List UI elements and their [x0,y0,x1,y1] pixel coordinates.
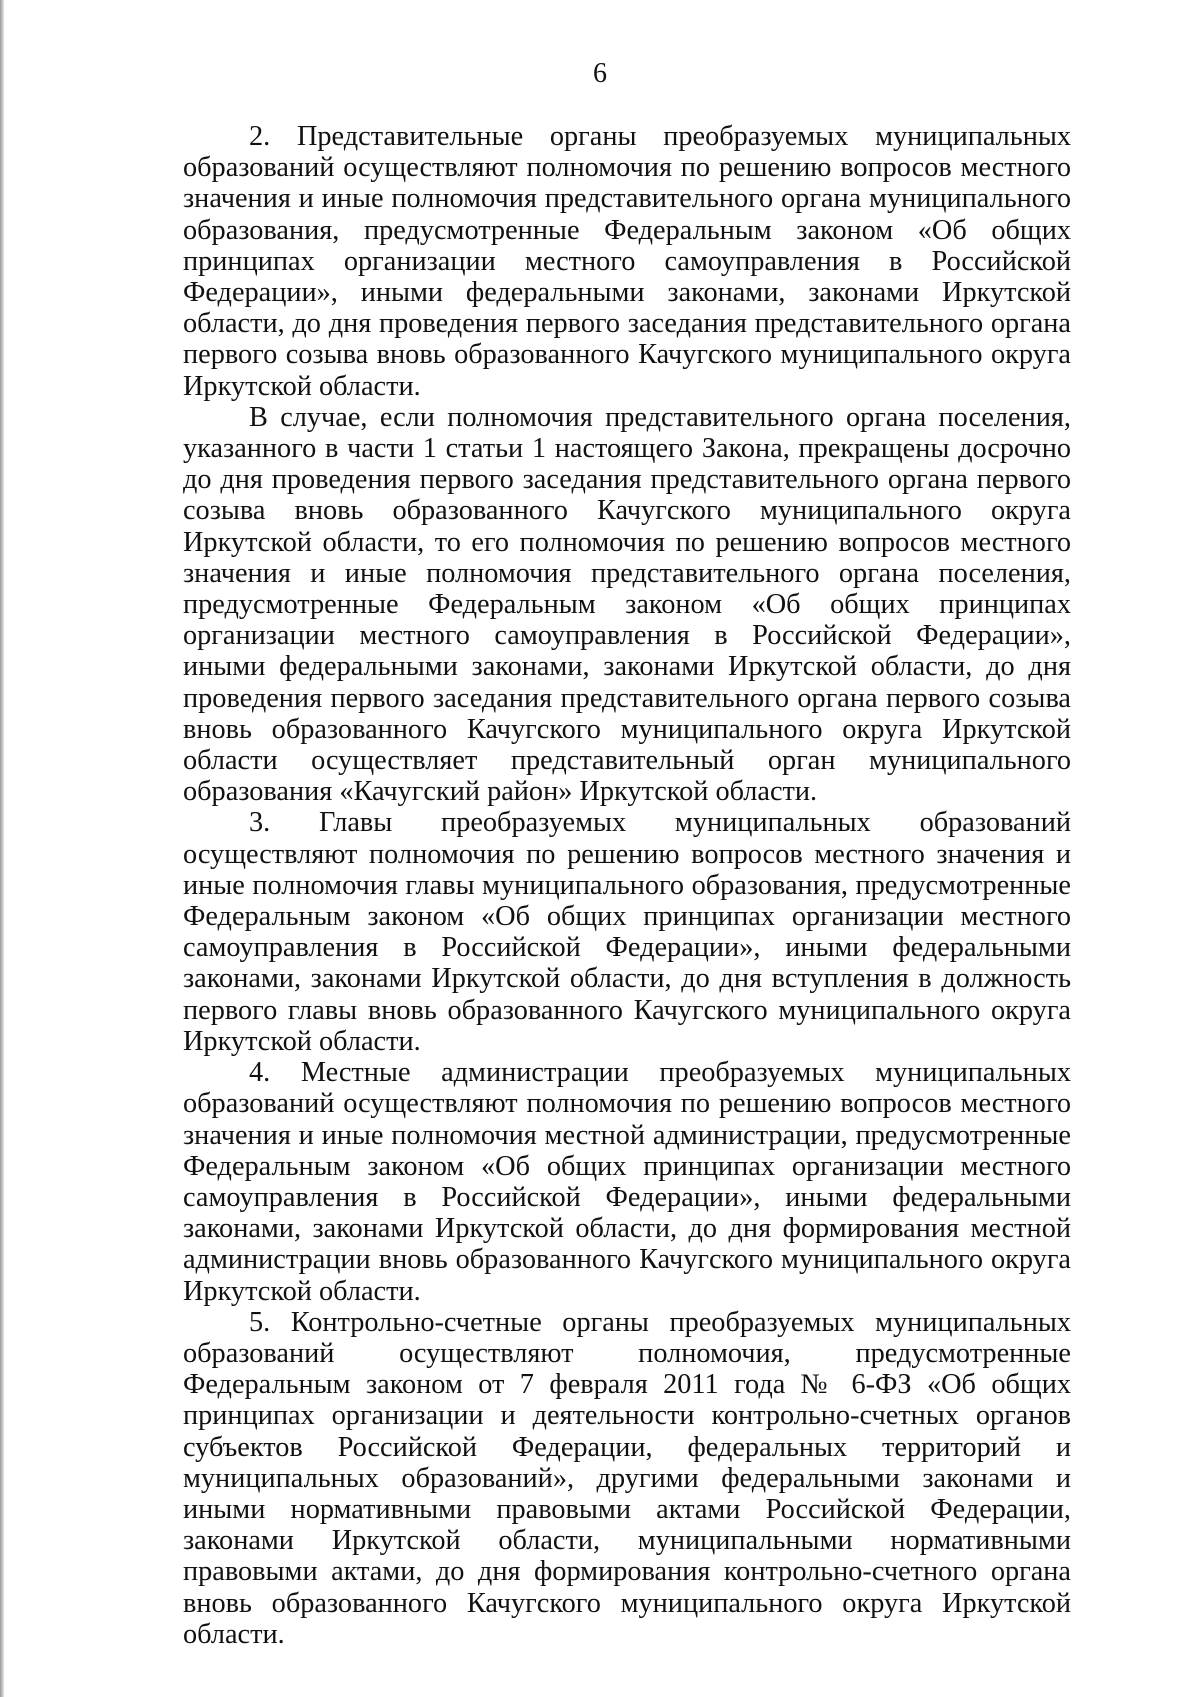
scan-edge [0,0,4,1697]
paragraph-2-continuation: В случае, если полномочия представительного органа поселения, указанного в части 1 статьи 1 настоящего Закона, прекращены досрочно до дня проведения первого заседания представительного органа первого созыва вновь образованного Качугского муниципального округа Иркутской области, то его полномочия по решению вопросов местного значения и иные полномочия представительного органа поселения, предусмотренные Федеральным законом «Об общих принципах организации местного самоуправления в Российской Федерации», иными федеральными законами, законами Иркутской области, до дня проведения первого заседания представительного органа первого созыва вновь образованного Качугского муниципального округа Иркутской области осуществляет представительный орган муниципального образования «Качугский район» Иркутской области. [183,401,1071,808]
paragraph-2: 2. Представительные органы преобразуемых муниципальных образований осуществляют полномочия по решению вопросов местного значения и иные полномочия представительного органа муниципального образования, предусмотренные Федеральным законом «Об общих принципах организации местного самоуправления в Российской Федерации», иными федеральными законами, законами Иркутской области, до дня проведения первого заседания представительного органа первого созыва вновь образованного Качугского муниципального округа Иркутской области. [183,121,1071,402]
paragraph-5: 5. Контрольно-счетные органы преобразуемых муниципальных образований осуществляют полномочия, предусмотренные Федеральным законом от 7 февраля 2011 года № 6-ФЗ «Об общих принципах организации и деятельности контрольно-счетных органов субъектов Российской Федерации, федеральных территорий и муниципальных образований», другими федеральными законами и иными нормативными правовыми актами Российской Федерации, законами Иркутской области, муниципальными нормативными правовыми актами, до дня формирования контрольно-счетного органа вновь образованного Качугского муниципального округа Иркутской области. [183,1306,1071,1650]
document-body [183,121,1071,1650]
paragraph-4: 4. Местные администрации преобразуемых муниципальных образований осуществляют полномочия по решению вопросов местного значения и иные полномочия местной администрации, предусмотренные Федеральным законом «Об общих принципах организации местного самоуправления в Российской Федерации», иными федеральными законами, законами Иркутской области, до дня формирования местной администрации вновь образованного Качугского муниципального округа Иркутской области. [183,1057,1071,1307]
paragraph-3: 3. Главы преобразуемых муниципальных образований осуществляют полномочия по решению вопросов местного значения и иные полномочия главы муниципального образования, предусмотренные Федеральным законом «Об общих принципах организации местного самоуправления в Российской Федерации», иными федеральными законами, законами Иркутской области, до дня вступления в должность первого главы вновь образованного Качугского муниципального округа Иркутской области. [183,807,1071,1057]
page-number: 6 [593,58,607,89]
